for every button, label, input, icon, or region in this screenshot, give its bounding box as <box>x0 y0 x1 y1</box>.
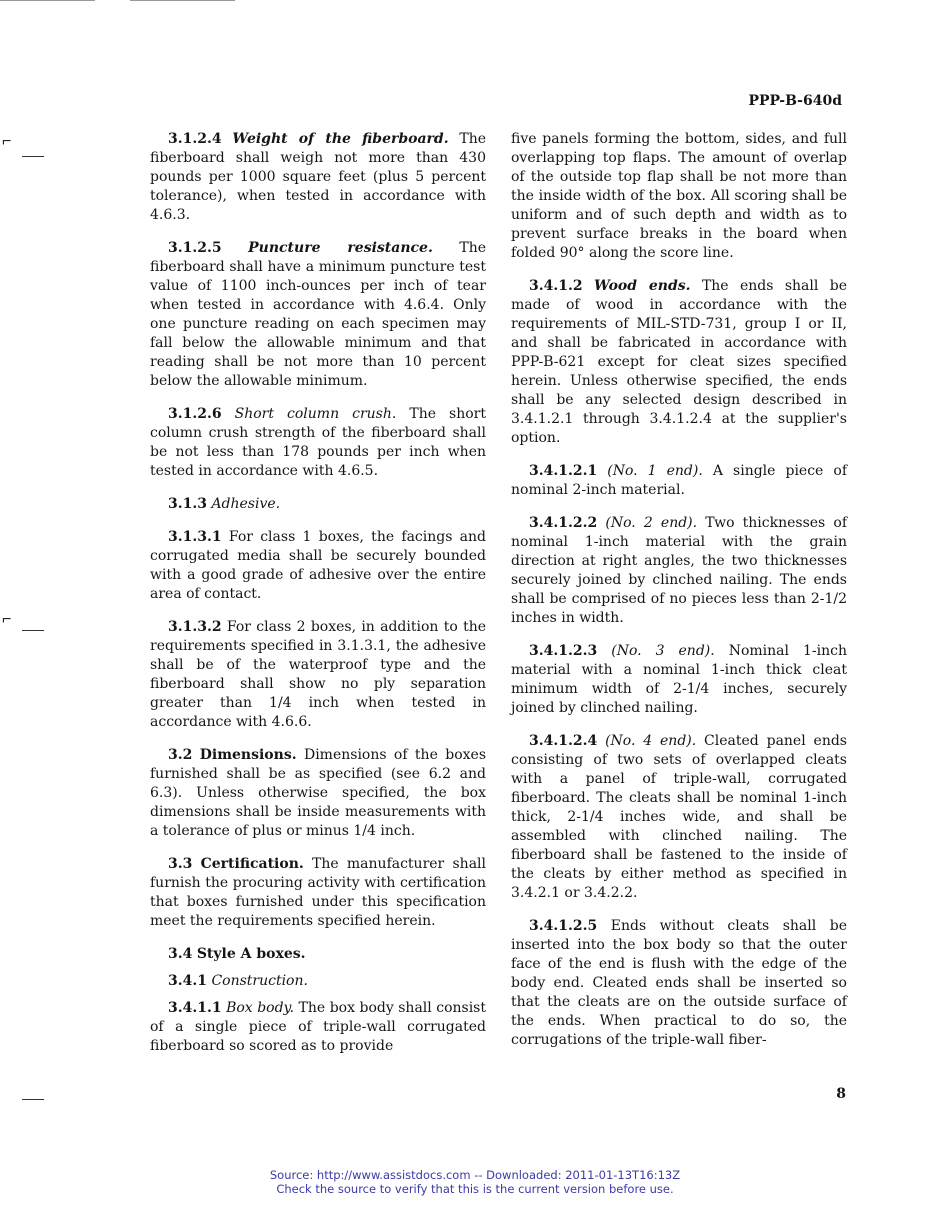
section-number: 3.1.2.5 <box>168 240 222 256</box>
section-number: 3.4.1.2 <box>529 278 583 294</box>
section-heading: Weight of the fiberboard. <box>232 131 449 147</box>
paragraph-text: Dimensions of the boxes furnished shall be as specified (see 6.2 and 6.3). Unless otherwise specified, the box dimensions shall be inside measurements with a tolerance of plus or minus 1/4 inch. <box>150 747 486 839</box>
paragraph <box>511 917 847 1050</box>
paragraph <box>511 130 847 263</box>
paragraph-text: For class 1 boxes, the facings and corrugated media shall be securely bounded with a good grade of adhesive over the entire area of contact. <box>150 529 486 602</box>
section-heading: Short column crush. <box>234 406 397 422</box>
paragraph-text: The short column crush strength of the fiberboard shall be not less than 178 pounds per inch when tested in accordance with 4.6.5. <box>150 406 486 479</box>
paragraph <box>150 495 486 514</box>
section-number: 3.2 <box>168 747 193 763</box>
paragraph-text: five panels forming the bottom, sides, and full overlapping top flaps. The amount of overlap of the outside top flap shall be not more than the inside width of the box. All scoring shall be uniform and of such depth and width as to prevent surface breaks in the board when folded 90° along the score line. <box>511 131 847 261</box>
paragraph-text: Two thicknesses of nominal 1-inch material with the grain direction at right angles, the two thicknesses securely joined by clinched nailing. The ends shall be comprised of no pieces less than 2-1/2 inches in width. <box>511 515 847 626</box>
section-heading: Construction. <box>211 973 308 989</box>
binder-hole-mark <box>22 156 44 157</box>
section-number: 3.1.2.4 <box>168 131 222 147</box>
section-number: 3.4.1.1 <box>168 1000 222 1016</box>
page-number: 8 <box>836 1086 846 1102</box>
paragraph <box>150 945 486 964</box>
section-heading: (No. 2 end). <box>605 515 698 531</box>
section-number: 3.1.3 <box>168 496 207 512</box>
left-column <box>150 130 486 1070</box>
paragraph <box>150 972 486 991</box>
paragraph-text: For class 2 boxes, in addition to the requirements specified in 3.1.3.1, the adhesive shall be of the waterproof type and the fiberboard shall show no ply separation greater than 1/4 inch when tested in accordance with 4.6.6. <box>150 619 486 730</box>
section-number: 3.1.2.6 <box>168 406 222 422</box>
section-heading: Puncture resistance. <box>248 240 433 256</box>
section-heading: (No. 3 end). <box>611 643 715 659</box>
download-footer <box>0 1168 950 1196</box>
paragraph <box>150 855 486 931</box>
binder-hole-mark <box>22 630 44 631</box>
document-id: PPP-B-640d <box>748 93 842 109</box>
footer-source-line: Source: http://www.assistdocs.com -- Downloaded: 2011-01-13T16:13Z <box>269 1168 681 1182</box>
section-number: 3.4.1.2.3 <box>529 643 598 659</box>
paragraph <box>511 462 847 500</box>
paragraph <box>150 618 486 732</box>
paragraph-text: The manufacturer shall furnish the procuring activity with certification that boxes furnished under this specification meet the requirements specified herein. <box>150 856 486 929</box>
section-number: 3.4.1.2.1 <box>529 463 598 479</box>
section-heading: Wood ends. <box>594 278 691 294</box>
right-column <box>511 130 847 1064</box>
paragraph-text: The fiberboard shall weigh not more than 430 pounds per 1000 square feet (plus 5 percent tolerance), when tested in accordance with 4.6.3. <box>150 131 487 223</box>
section-number: 3.1.3.1 <box>168 529 222 545</box>
paragraph <box>150 746 486 841</box>
paragraph-text: The ends shall be made of wood in accordance with the requirements of MIL-STD-731, group I or II, and shall be fabricated in accordance with PPP-B-621 except for cleat sizes specified herein. Unless otherwise specified, the ends shall be any selected design described in 3.4.1.2.1 through 3.4.1.2.4 at the supplier's option. <box>511 278 848 446</box>
paragraph <box>150 528 486 604</box>
paragraph <box>150 130 486 225</box>
paragraph <box>511 732 847 903</box>
paragraph <box>511 514 847 628</box>
section-heading: Style A boxes. <box>196 946 306 962</box>
section-heading: Certification. <box>200 856 304 872</box>
section-heading: Box body. <box>226 1000 295 1016</box>
paragraph <box>511 642 847 718</box>
paragraph <box>150 405 486 481</box>
section-heading: (No. 1 end). <box>607 463 703 479</box>
binder-hole-mark: ⌐ <box>2 133 12 150</box>
paragraph <box>511 277 847 448</box>
section-heading: (No. 4 end). <box>605 733 697 749</box>
section-number: 3.4.1 <box>168 973 207 989</box>
paragraph-text: The box body shall consist of a single piece of triple-wall corrugated fiberboard so scored as to provide <box>150 1000 486 1054</box>
section-heading: Dimensions. <box>199 747 297 763</box>
scan-edge-line <box>130 0 235 1</box>
paragraph-text: Cleated panel ends consisting of two sets of overlapped cleats with a panel of triple-wall, corrugated fiberboard. The cleats shall be nominal 1-inch thick, 2-1/4 inches wide, and shall be assembled with clinched nailing. The fiberboard shall be fastened to the inside of the cleats by either method as specified in 3.4.2.1 or 3.4.2.2. <box>511 733 847 901</box>
footer-notice-line: Check the source to verify that this is the current version before use. <box>276 1182 674 1196</box>
scan-edge-line <box>0 0 95 1</box>
paragraph <box>150 239 486 391</box>
paragraph-text: Ends without cleats shall be inserted into the box body so that the outer face of the end is flush with the edge of the body end. Cleated ends shall be inserted so that the cleats are on the outside surface of the ends. When practical to do so, the corrugations of the triple-wall fiber- <box>511 918 847 1048</box>
binder-hole-mark <box>22 1099 44 1100</box>
paragraph-text: A single piece of nominal 2-inch material. <box>511 463 848 498</box>
section-number: 3.3 <box>168 856 193 872</box>
section-heading: Adhesive. <box>211 496 281 512</box>
binder-hole-mark: ⌐ <box>2 611 12 628</box>
section-number: 3.4.1.2.5 <box>529 918 598 934</box>
paragraph-text: The fiberboard shall have a minimum puncture test value of 1100 inch-ounces per inch of tear when tested in accordance with 4.6.4. Only one puncture reading on each specimen may fall below the allowable minimum and that reading shall be not more than 10 percent below the allowable minimum. <box>150 240 487 389</box>
section-number: 3.1.3.2 <box>168 619 222 635</box>
section-number: 3.4.1.2.4 <box>529 733 598 749</box>
paragraph <box>150 999 486 1056</box>
section-number: 3.4.1.2.2 <box>529 515 598 531</box>
paragraph-text: Nominal 1-inch material with a nominal 1-inch thick cleat minimum width of 2-1/4 inches, securely joined by clinched nailing. <box>511 643 848 716</box>
section-number: 3.4 <box>168 946 193 962</box>
